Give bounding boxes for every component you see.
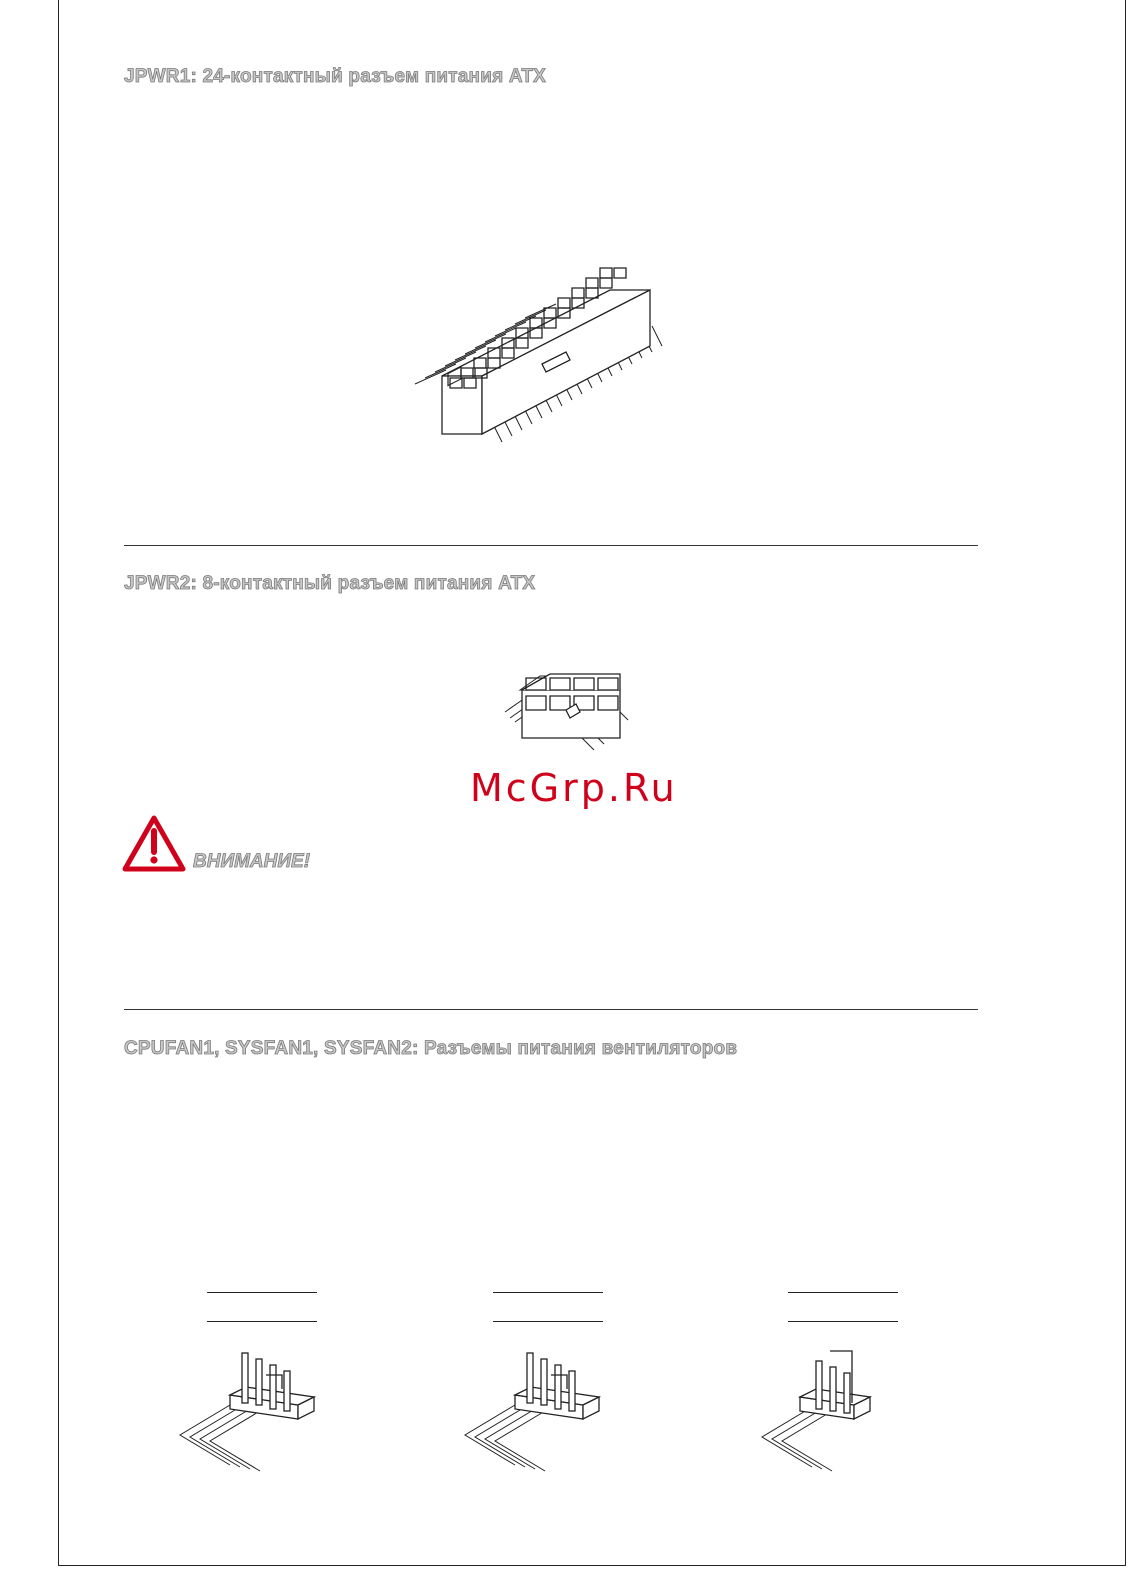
divider-1 bbox=[124, 545, 978, 546]
sysfan1-label-line-1 bbox=[493, 1292, 603, 1293]
jpwr2-heading: JPWR2: 8-контактный разъем питания ATX bbox=[124, 573, 536, 594]
mcgrp-watermark: McGrp.Ru bbox=[470, 766, 678, 810]
warning-label: ВНИМАНИЕ! bbox=[193, 851, 311, 872]
jpwr1-heading: JPWR1: 24-контактный разъем питания ATX bbox=[124, 66, 547, 87]
jpwr1-24pin-connector-diagram bbox=[400, 280, 680, 450]
jpwr2-8pin-connector-diagram bbox=[490, 660, 640, 760]
sysfan1-4pin-header-diagram bbox=[455, 1345, 605, 1475]
warning-triangle-icon bbox=[122, 815, 186, 873]
sysfan2-label-line-2 bbox=[788, 1321, 898, 1322]
divider-2 bbox=[124, 1009, 978, 1010]
cpufan1-4pin-header-diagram bbox=[170, 1345, 320, 1475]
cpufan-label-line-2 bbox=[207, 1321, 317, 1322]
sysfan2-3pin-header-diagram bbox=[752, 1345, 882, 1475]
sysfan1-label-line-2 bbox=[493, 1321, 603, 1322]
cpufan-label-line-1 bbox=[207, 1292, 317, 1293]
sysfan2-label-line-1 bbox=[788, 1292, 898, 1293]
fan-headers-heading: CPUFAN1, SYSFAN1, SYSFAN2: Разъемы питания вентиляторов bbox=[124, 1038, 738, 1059]
